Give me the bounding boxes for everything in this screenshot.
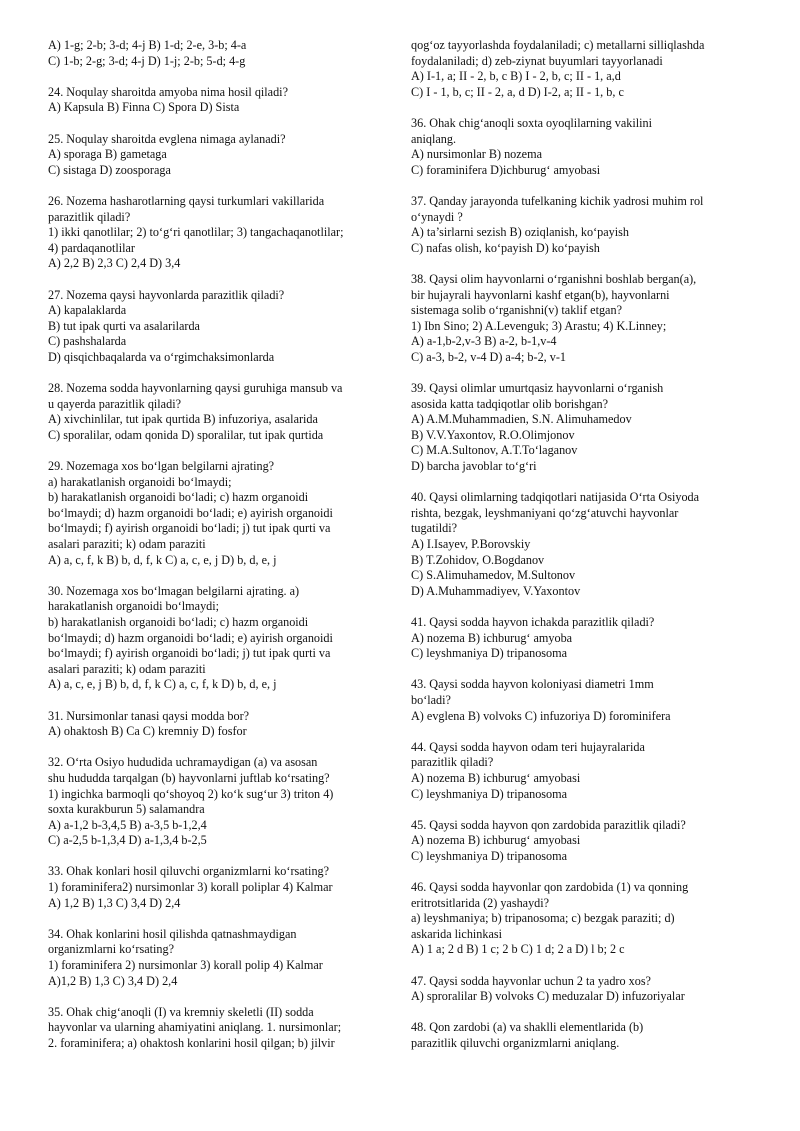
question-block	[48, 38, 382, 69]
text-line: C) leyshmaniya D) tripanosoma	[411, 786, 568, 801]
text-line: A) ta’sirlarni sezish B) oziqlanish, ko‘payish	[411, 225, 629, 240]
text-line: C) pashshalarda	[48, 334, 127, 349]
text-line: A) a, c, e, j B) b, d, f, k C) a, c, f, k D) b, d, e, j	[48, 677, 277, 692]
text-line: 27. Nozema qaysi hayvonlarda parazitlik qiladi?	[48, 287, 285, 302]
text-line: 31. Nursimonlar tanasi qaysi modda bor?	[48, 708, 250, 723]
text-line: tugatildi?	[411, 521, 458, 536]
text-line: C) I - 1, b, c; II - 2, a, d D) I-2, a; II - 1, b, c	[411, 84, 624, 99]
text-line: 1) ikki qanotlilar; 2) to‘g‘ri qanotlilar; 3) tangachaqanotlilar;	[48, 225, 344, 240]
text-line: 41. Qaysi sodda hayvon ichakda parazitlik qiladi?	[411, 614, 655, 629]
text-line: 47. Qaysi sodda hayvonlar uchun 2 ta yadro xos?	[411, 973, 651, 988]
question-block	[411, 740, 755, 802]
text-line: A) evglena B) volvoks C) infuzoriya D) forominifera	[411, 708, 671, 723]
text-line: B) T.Zohidov, O.Bogdanov	[411, 552, 545, 567]
question-block	[48, 194, 382, 272]
text-line: 32. O‘rta Osiyo hududida uchramaydigan (a) va asosan	[48, 755, 318, 770]
text-line: 2. foraminifera; a) ohaktosh konlarini hosil qilgan; b) jilvir	[48, 1036, 335, 1050]
text-line: 43. Qaysi sodda hayvon koloniyasi diametri 1mm	[411, 677, 654, 692]
text-line: A) a, c, f, k B) b, d, f, k C) a, c, e, j D) b, d, e, j	[48, 552, 277, 567]
text-line: bo‘lmaydi; d) hazm organoidi bo‘ladi; e) ayirish organoidi	[48, 630, 333, 645]
text-line: C) a-3, b-2, v-4 D) a-4; b-2, v-1	[411, 349, 567, 364]
text-line: A) 1,2 B) 1,3 C) 3,4 D) 2,4	[48, 895, 181, 910]
text-line: 48. Qon zardobi (a) va shaklli elementlarida (b)	[411, 1020, 644, 1035]
text-line: parazitlik qiluvchi organizmlarni aniqlang.	[411, 1036, 620, 1050]
text-line: 30. Nozemaga xos bo‘lmagan belgilarni ajrating. a)	[48, 583, 300, 598]
text-line: A) I-1, a; II - 2, b, c B) I - 2, b, c; II - 1, a,d	[411, 69, 621, 84]
text-line: 38. Qaysi olim hayvonlarni o‘rganishni boshlab bergan(a),	[411, 271, 697, 286]
text-line: A) 1-g; 2-b; 3-d; 4-j B) 1-d; 2-e, 3-b; 4-a	[48, 38, 247, 52]
text-line: 39. Qaysi olimlar umurtqasiz hayvonlarni o‘rganish	[411, 381, 664, 396]
text-line: 36. Ohak chig‘anoqli soxta oyoqlilarning vakilini	[411, 115, 653, 130]
text-line: askarida lichinkasi	[411, 926, 503, 941]
text-line: A) 1 a; 2 d B) 1 c; 2 b C) 1 d; 2 a D) l b; 2 c	[411, 942, 625, 957]
text-line: 1) ingichka barmoqli qo‘shoyoq 2) ko‘k sug‘ur 3) triton 4)	[48, 786, 334, 801]
question-block	[48, 927, 382, 989]
question-block	[48, 709, 382, 740]
text-line: organizmlarni ko‘rsating?	[48, 942, 175, 957]
question-block	[48, 459, 382, 568]
text-line: A) sproralilar B) volvoks C) meduzalar D) infuzoriyalar	[411, 989, 685, 1004]
text-line: hayvonlar va ularning ahamiyatini aniqlang. 1. nursimonlar;	[48, 1020, 342, 1035]
text-line: A) Kapsula B) Finna C) Spora D) Sista	[48, 100, 240, 115]
text-line: b) harakatlanish organoidi bo‘ladi; c) hazm organoidi	[48, 490, 309, 505]
text-line: 44. Qaysi sodda hayvon odam teri hujayralarida	[411, 739, 645, 754]
question-block	[48, 584, 382, 693]
question-block	[48, 288, 382, 366]
text-line: bo‘lmaydi; f) ayirish organoidi bo‘ladi; j) tut ipak qurti va	[48, 646, 331, 661]
text-line: eritrotsitlarida (2) yashaydi?	[411, 895, 550, 910]
text-line: C) leyshmaniya D) tripanosoma	[411, 646, 568, 661]
text-line: parazitlik qiladi?	[48, 209, 131, 224]
text-line: C) sistaga D) zoosporaga	[48, 162, 171, 177]
text-line: B) V.V.Yaxontov, R.O.Olimjonov	[411, 427, 575, 442]
question-block	[411, 490, 755, 599]
text-line: A) xivchinlilar, tut ipak qurtida B) infuzoriya, asalarida	[48, 412, 318, 427]
text-line: D) qisqichbaqalarda va o‘rgimchaksimonlarda	[48, 349, 275, 364]
text-line: C) a-2,5 b-1,3,4 D) a-1,3,4 b-2,5	[48, 833, 207, 848]
text-line: asalari paraziti; k) odam paraziti	[48, 661, 206, 676]
text-line: C) nafas olish, ko‘payish D) ko‘payish	[411, 240, 600, 255]
text-line: 45. Qaysi sodda hayvon qon zardobida parazitlik qiladi?	[411, 817, 686, 832]
text-line: 1) foraminifera2) nursimonlar 3) korall poliplar 4) Kalmar	[48, 880, 333, 895]
text-line: asalari paraziti; k) odam paraziti	[48, 537, 206, 551]
text-line: parazitlik qiladi?	[411, 755, 494, 770]
text-line: 24. Noqulay sharoitda amyoba nima hosil qiladi?	[48, 84, 288, 99]
text-line: A) 2,2 B) 2,3 C) 2,4 D) 3,4	[48, 256, 181, 271]
text-line: soxta kurakburun 5) salamandra	[48, 802, 205, 817]
text-line: 40. Qaysi olimlarning tadqiqotlari natijasida O‘rta Osiyoda	[411, 490, 700, 505]
text-line: harakatlanish organoidi bo‘lmaydi;	[48, 599, 220, 614]
text-line: shu hududda tarqalgan (b) hayvonlarni juftlab ko‘rsating?	[48, 770, 330, 785]
left-column	[48, 38, 382, 1067]
text-line: foydalaniladi; d) zeb-ziynat buyumlari tayyorlanadi	[411, 53, 663, 68]
question-block	[411, 381, 755, 475]
text-line: sistemaga solib o‘rganishni(v) taklif etgan?	[411, 303, 622, 318]
text-line: 34. Ohak konlarini hosil qilishda qatnashmaydigan	[48, 926, 297, 941]
question-block	[411, 116, 755, 178]
question-block	[411, 38, 755, 100]
text-line: 46. Qaysi sodda hayvonlar qon zardobida (1) va qonning	[411, 880, 689, 895]
text-line: A) nozema B) ichburug‘ amyobasi	[411, 833, 581, 848]
question-block	[48, 1005, 382, 1052]
text-line: A) nozema B) ichburug‘ amyoba	[411, 630, 573, 645]
text-line: 35. Ohak chig‘anoqli (I) va kremniy skeletli (II) sodda	[48, 1004, 314, 1019]
text-line: 29. Nozemaga xos bo‘lgan belgilarni ajrating?	[48, 459, 275, 474]
question-block	[48, 864, 382, 911]
question-block	[411, 194, 755, 256]
question-block	[48, 85, 382, 116]
text-line: qog‘oz tayyorlashda foydalaniladi; c) metallarni silliqlashda	[411, 38, 705, 52]
text-line: A) nursimonlar B) nozema	[411, 147, 542, 162]
question-block	[411, 974, 755, 1005]
text-line: A) a-1,b-2,v-3 B) a-2, b-1,v-4	[411, 334, 557, 349]
text-line: a) leyshmaniya; b) tripanosoma; c) bezgak paraziti; d)	[411, 911, 675, 926]
text-line: 28. Nozema sodda hayvonlarning qaysi guruhiga mansub va	[48, 381, 343, 396]
text-line: u qayerda parazitlik qiladi?	[48, 396, 181, 411]
text-line: b) harakatlanish organoidi bo‘ladi; c) hazm organoidi	[48, 614, 309, 629]
text-line: C) S.Alimuhamedov, M.Sultonov	[411, 568, 576, 583]
question-block	[411, 615, 755, 662]
question-block	[411, 677, 755, 724]
question-block	[411, 272, 755, 366]
text-line: A) A.M.Muhammadien, S.N. Alimuhamedov	[411, 412, 632, 427]
text-line: A) I.Isayev, P.Borovskiy	[411, 537, 531, 551]
question-block	[411, 1020, 755, 1051]
text-line: bo‘ladi?	[411, 692, 451, 707]
text-line: C) M.A.Sultonov, A.T.To‘laganov	[411, 443, 578, 458]
text-line: A) sporaga B) gametaga	[48, 147, 167, 162]
text-line: 33. Ohak konlari hosil qiluvchi organizmlarni ko‘rsating?	[48, 864, 330, 879]
right-column	[411, 38, 755, 1067]
text-line: 26. Nozema hasharotlarning qaysi turkumlari vakillarida	[48, 193, 325, 208]
text-line: A) nozema B) ichburug‘ amyobasi	[411, 770, 581, 785]
text-line: asosida katta tadqiqotlar olib borishgan?	[411, 396, 608, 411]
text-line: C) leyshmaniya D) tripanosoma	[411, 848, 568, 863]
question-block	[48, 132, 382, 179]
text-line: 4) pardaqanotlilar	[48, 240, 135, 255]
text-line: aniqlang.	[411, 131, 457, 146]
text-line: B) tut ipak qurti va asalarilarda	[48, 318, 200, 333]
text-line: A) ohaktosh B) Ca C) kremniy D) fosfor	[48, 724, 247, 739]
text-line: 25. Noqulay sharoitda evglena nimaga aylanadi?	[48, 131, 286, 146]
text-line: 1) foraminifera 2) nursimonlar 3) korall polip 4) Kalmar	[48, 958, 323, 973]
text-line: C) foraminifera D)ichburug‘ amyobasi	[411, 162, 601, 177]
text-line: D) barcha javoblar to‘g‘ri	[411, 459, 537, 474]
text-line: D) A.Muhammadiyev, V.Yaxontov	[411, 583, 581, 598]
question-block	[411, 880, 755, 958]
question-block	[411, 818, 755, 865]
text-line: 1) Ibn Sino; 2) A.Levenguk; 3) Arastu; 4) K.Linney;	[411, 318, 667, 333]
text-line: 37. Qanday jarayonda tufelkaning kichik yadrosi muhim rol	[411, 193, 704, 208]
text-line: a) harakatlanish organoidi bo‘lmaydi;	[48, 474, 232, 489]
text-line: A) a-1,2 b-3,4,5 B) a-3,5 b-1,2,4	[48, 817, 207, 832]
text-line: A)1,2 B) 1,3 C) 3,4 D) 2,4	[48, 973, 178, 988]
text-line: bo‘lmaydi; f) ayirish organoidi bo‘ladi; j) tut ipak qurti va	[48, 521, 331, 536]
text-line: C) sporalilar, odam qonida D) sporalilar, tut ipak qurtida	[48, 427, 324, 442]
text-line: o‘ynaydi ?	[411, 209, 463, 224]
text-line: A) kapalaklarda	[48, 303, 127, 318]
text-line: rishta, bezgak, leyshmaniyani qo‘zg‘atuvchi hayvonlar	[411, 505, 679, 520]
question-block	[48, 755, 382, 849]
text-line: bo‘lmaydi; d) hazm organoidi bo‘ladi; e) ayirish organoidi	[48, 505, 333, 520]
text-line: C) 1-b; 2-g; 3-d; 4-j D) 1-j; 2-b; 5-d; 4-g	[48, 53, 246, 68]
question-block	[48, 381, 382, 443]
text-line: bir hujayrali hayvonlarni kashf etgan(b), hayvonlarni	[411, 287, 670, 302]
